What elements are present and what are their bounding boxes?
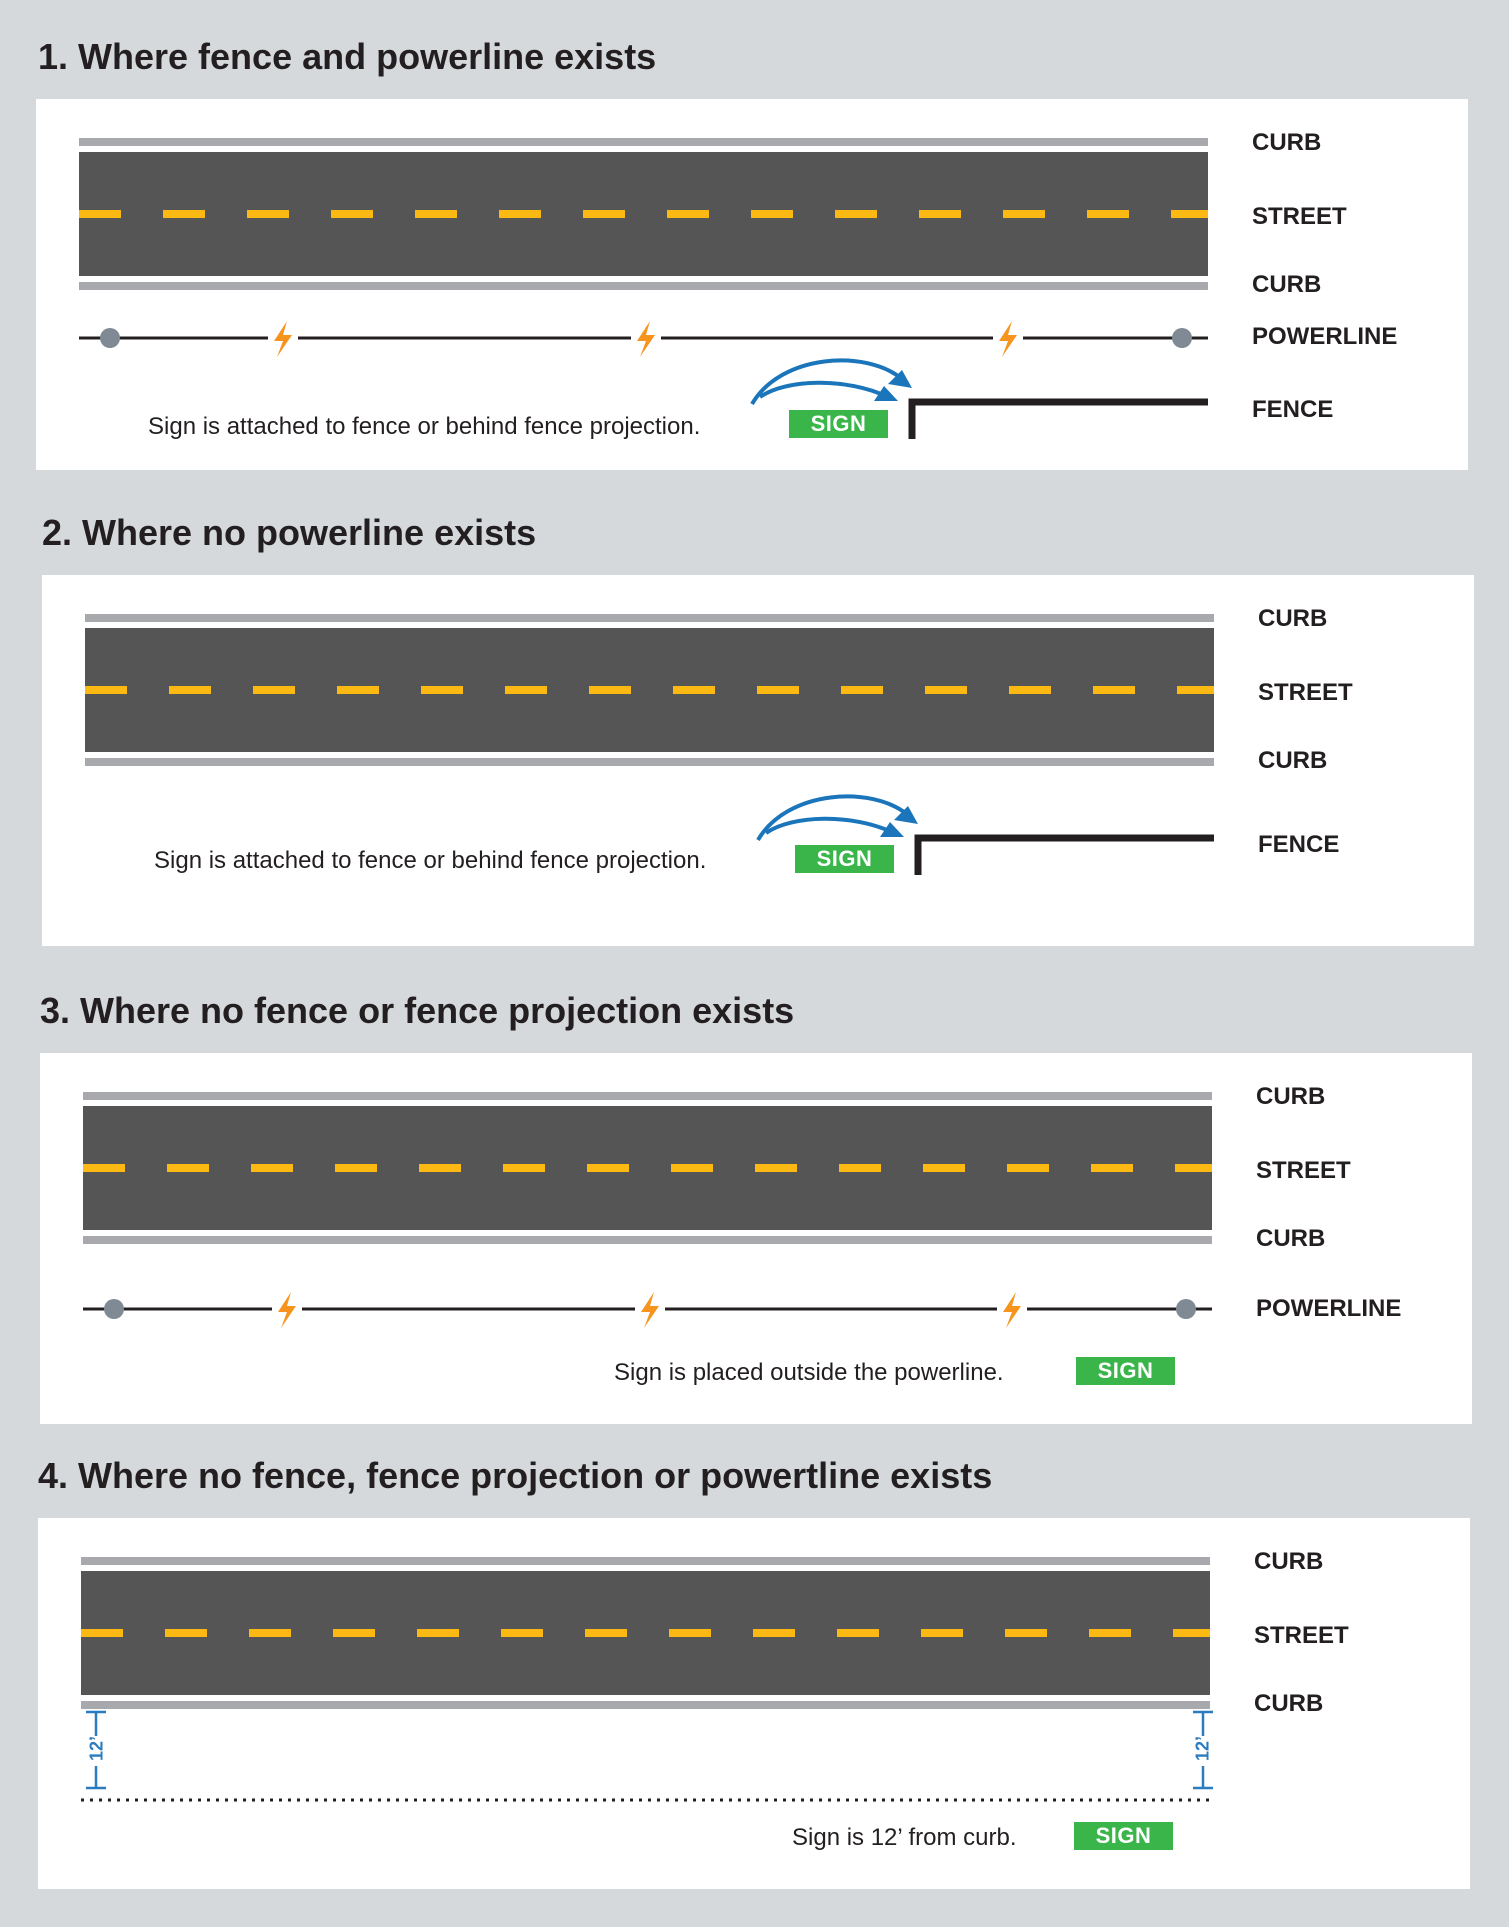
bolt-icon [635,1289,665,1329]
section-2-note: Sign is attached to fence or behind fence projection. [154,847,707,874]
section-1-note: Sign is attached to fence or behind fence projection. [148,413,701,440]
curb-top [85,614,1214,622]
sign-badge: SIGN [789,410,888,438]
label-street: STREET [1254,1622,1349,1649]
label-curb-bottom: CURB [1256,1225,1326,1252]
dimension-label-right: 12’ [1192,1735,1213,1762]
pole-left [104,1299,124,1319]
curb-bottom [79,282,1208,290]
bolt-icon [631,318,661,358]
label-curb-top: CURB [1252,129,1322,156]
label-street: STREET [1256,1157,1351,1184]
section-1-title: 1. Where fence and powerline exists [38,36,657,77]
section-2-title: 2. Where no powerline exists [42,512,537,553]
label-fence: FENCE [1252,396,1334,423]
label-street: STREET [1252,203,1347,230]
section-3-note: Sign is placed outside the powerline. [614,1359,1004,1386]
sign-badge: SIGN [1076,1357,1175,1385]
label-curb-bottom: CURB [1252,271,1322,298]
label-curb-bottom: CURB [1258,747,1328,774]
curb-bottom [81,1701,1210,1709]
label-fence: FENCE [1258,831,1340,858]
pole-right [1172,328,1192,348]
curb-top [79,138,1208,146]
label-powerline: POWERLINE [1252,323,1398,350]
section-4-note: Sign is 12’ from curb. [792,1824,1017,1851]
bolt-icon [272,1289,302,1329]
bolt-icon [997,1289,1027,1329]
label-powerline: POWERLINE [1256,1295,1402,1322]
sign-badge: SIGN [1074,1822,1173,1850]
label-curb-bottom: CURB [1254,1690,1324,1717]
label-curb-top: CURB [1258,605,1328,632]
bolt-icon [268,318,298,358]
dimension-label-left: 12’ [86,1735,107,1762]
curb-top [83,1092,1212,1100]
label-street: STREET [1258,679,1353,706]
section-4-title: 4. Where no fence, fence projection or powertline exists [38,1455,993,1496]
arrow-icon [760,383,888,397]
label-curb-top: CURB [1254,1548,1324,1575]
curb-bottom [83,1236,1212,1244]
sign-badge: SIGN [795,845,894,873]
fence [912,402,1208,439]
arrow-icon [766,819,894,833]
section-3-title: 3. Where no fence or fence projection exists [40,990,795,1031]
bolt-icon [993,318,1023,358]
pole-left [100,328,120,348]
curb-top [81,1557,1210,1565]
pole-right [1176,1299,1196,1319]
curb-bottom [85,758,1214,766]
label-curb-top: CURB [1256,1083,1326,1110]
fence [918,838,1214,875]
